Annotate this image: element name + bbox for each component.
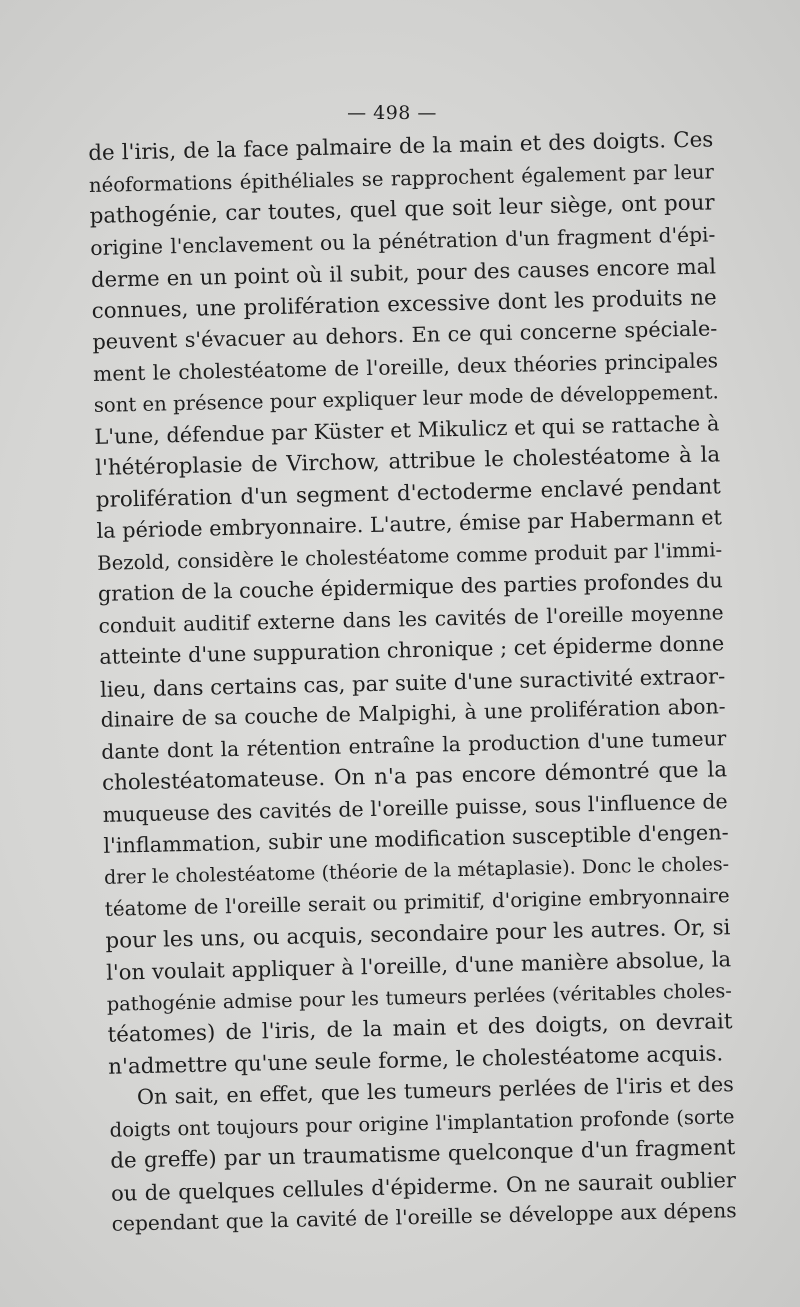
text-line: prolifération d'un segment d'ectoderme enclavé pendant bbox=[95, 473, 722, 513]
text-line: sont en présence pour expliquer leur mode de développement. bbox=[93, 380, 719, 417]
text-line: pathogénie, car toutes, quel que soit leur siège, ont pour bbox=[89, 190, 715, 229]
text-line: ou de quelques cellules d'épiderme. On ne saurait oublier bbox=[110, 1166, 737, 1206]
text-line: muqueuse des cavités de l'oreille puisse, sous l'influence de bbox=[102, 788, 728, 827]
text-line: la période embryonnaire. L'autre, émise par Habermann et bbox=[96, 505, 723, 543]
page-number: — 498 — bbox=[347, 102, 437, 124]
text-line: L'une, défendue par Küster et Mikulicz et qui se rattache à bbox=[94, 410, 720, 449]
text-line: dinaire de sa couche de Malpighi, à une prolifération abon- bbox=[100, 694, 726, 732]
text-line: l'on voulait appliquer à l'oreille, d'une manière absolue, la bbox=[105, 946, 732, 985]
text-line: pathogénie admise pour les tumeurs perlées (véritables choles- bbox=[106, 978, 732, 1016]
text-line: derme en un point où il subit, pour des causes encore mal bbox=[90, 253, 717, 292]
text-line: origine l'enclavement ou la pénétration d'un fragment d'épi- bbox=[90, 221, 716, 260]
text-line: drer le cholestéatome (théorie de la métaplasie). Donc le choles- bbox=[103, 852, 730, 889]
text-line: cependant que la cavité de l'oreille se développe aux dépens bbox=[111, 1198, 737, 1236]
text-line: pour les uns, ou acquis, secondaire pour les autres. Or, si bbox=[105, 914, 731, 954]
text-line: n'admettre qu'une seule forme, le cholestéatome acquis. bbox=[107, 1040, 724, 1080]
text-line: On sait, en effet, que les tumeurs perlées de l'iris et des bbox=[136, 1072, 735, 1110]
text-line: de greffe) par un traumatisme quelconque d'un fragment bbox=[110, 1135, 736, 1174]
text-line: de l'iris, de la face palmaire de la main et des doigts. Ces bbox=[88, 127, 714, 166]
text-line: conduit auditif externe dans les cavités de l'oreille moyenne bbox=[98, 599, 724, 638]
body-text bbox=[88, 124, 737, 1240]
text-line: doigts ont toujours pour origine l'implantation profonde (sorte bbox=[109, 1104, 735, 1142]
text-line: Bezold, considère le cholestéatome comme produit par l'immi- bbox=[97, 537, 723, 575]
text-line: cholestéatomateuse. On n'a pas encore démontré que la bbox=[101, 757, 728, 796]
text-line: téatome de l'oreille serait ou primitif, d'origine embryonnaire bbox=[104, 884, 730, 921]
text-line: peuvent s'évacuer au dehors. En ce qui concerne spéciale- bbox=[92, 316, 718, 354]
text-line: néoformations épithéliales se rapprochent également par leur bbox=[88, 159, 715, 197]
text-line: téatomes) de l'iris, de la main et des doigts, on devrait bbox=[107, 1009, 733, 1048]
text-line: gration de la couche épidermique des parties profondes du bbox=[97, 568, 724, 606]
text-line: connues, une prolifération excessive dont les produits ne bbox=[91, 284, 717, 324]
text-line: l'hétéroplasie de Virchow, attribue le cholestéatome à la bbox=[94, 442, 721, 481]
text-line: lieu, dans certains cas, par suite d'une suractivité extraor- bbox=[99, 662, 726, 702]
text-line: ment le cholestéatome de l'oreille, deux théories principales bbox=[92, 347, 719, 386]
text-line: atteinte d'une suppuration chronique ; cet épiderme donne bbox=[99, 631, 725, 669]
text-line: dante dont la rétention entraîne la production d'une tumeur bbox=[101, 725, 727, 764]
text-line: l'inflammation, subir une modification susceptible d'engen- bbox=[103, 820, 729, 858]
